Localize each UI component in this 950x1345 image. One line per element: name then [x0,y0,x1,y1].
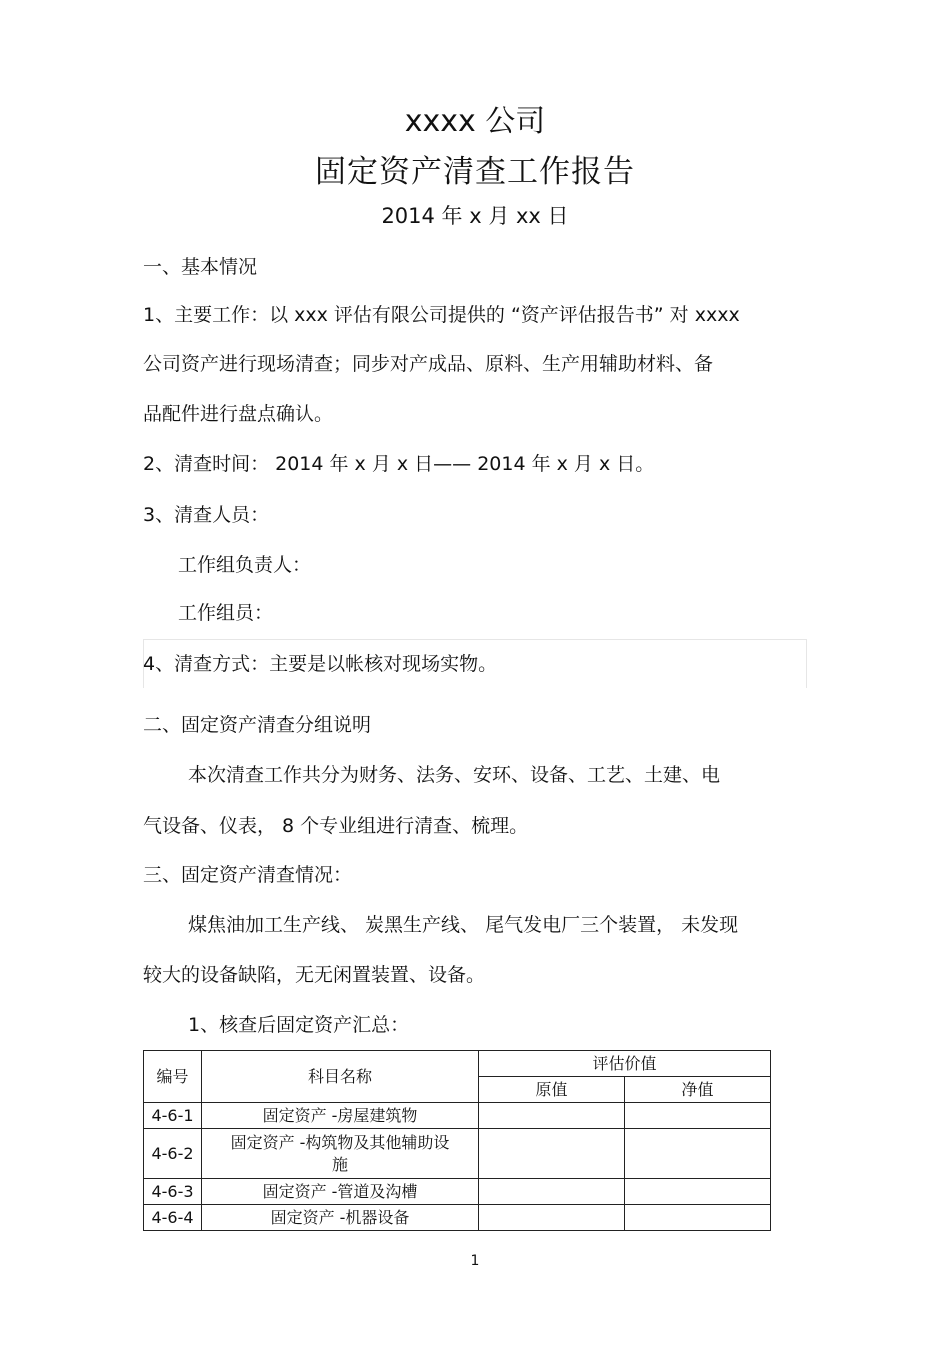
row-net [625,1179,771,1205]
header-original: 原值 [479,1077,625,1103]
team-leader: 工作组负责人： [178,554,312,576]
table-row [144,1129,771,1179]
section2-heading: 二、固定资产清查分组说明 [143,714,372,736]
row-name: 固定资产 -房屋建筑物 [202,1103,479,1129]
section3-heading: 三、固定资产清查情况： [143,864,353,886]
header-name: 科目名称 [202,1051,479,1103]
section3-line2: 较大的设备缺陷，无无闲置装置、设备。 [143,964,486,986]
report-date: 2014 年 x 月 xx 日 [381,204,569,228]
table-row [144,1179,771,1205]
item1-line1: 1、主要工作：以 xxx 评估有限公司提供的 “资产评估报告书” 对 xxxx [143,304,740,326]
row-name: 固定资产 -管道及沟槽 [202,1179,479,1205]
row-code: 4-6-3 [144,1179,202,1205]
row-original [479,1129,625,1179]
table-row [144,1205,771,1231]
row-name-line2: 施 [331,1154,348,1174]
section2-line2: 气设备、仪表， 8 个专业组进行清查、梳理。 [143,815,529,837]
section1-heading: 一、基本情况 [143,256,258,278]
team-members: 工作组员： [178,602,274,624]
item1-line3: 品配件进行盘点确认。 [143,403,334,425]
section3-line1: 煤焦油加工生产线、 炭黑生产线、 尾气发电厂三个装置， 未发现 [188,914,739,936]
item3-personnel: 3、清查人员： [143,504,270,526]
header-value: 评估价值 [479,1051,771,1077]
row-net [625,1205,771,1231]
summary-heading: 1、核查后固定资产汇总： [188,1014,410,1036]
section2-line1: 本次清查工作共分为财务、法务、安环、设备、工艺、土建、电 [188,764,721,786]
row-code: 4-6-4 [144,1205,202,1231]
row-original [479,1103,625,1129]
item2-time: 2、清查时间： 2014 年 x 月 x 日—— 2014 年 x 月 x 日。 [143,453,655,475]
company-title: xxxx 公司 [404,104,546,139]
row-net [625,1129,771,1179]
row-name: 固定资产 -机器设备 [202,1205,479,1231]
row-original [479,1179,625,1205]
row-name [202,1129,479,1179]
header-net: 净值 [625,1077,771,1103]
report-title: 固定资产清查工作报告 [315,154,635,190]
item4-method: 4、清查方式：主要是以帐核对现场实物。 [143,653,498,675]
row-code: 4-6-1 [144,1103,202,1129]
row-original [479,1205,625,1231]
item1-line2: 公司资产进行现场清查；同步对产成品、原料、生产用辅助材料、备 [143,353,714,375]
row-code: 4-6-2 [144,1129,202,1179]
asset-summary-table [143,1050,771,1231]
row-name-line1: 固定资产 -构筑物及其他辅助设 [230,1132,450,1152]
row-net [625,1103,771,1129]
page-number: 1 [470,1253,480,1269]
table-row [144,1103,771,1129]
header-code: 编号 [144,1051,202,1103]
